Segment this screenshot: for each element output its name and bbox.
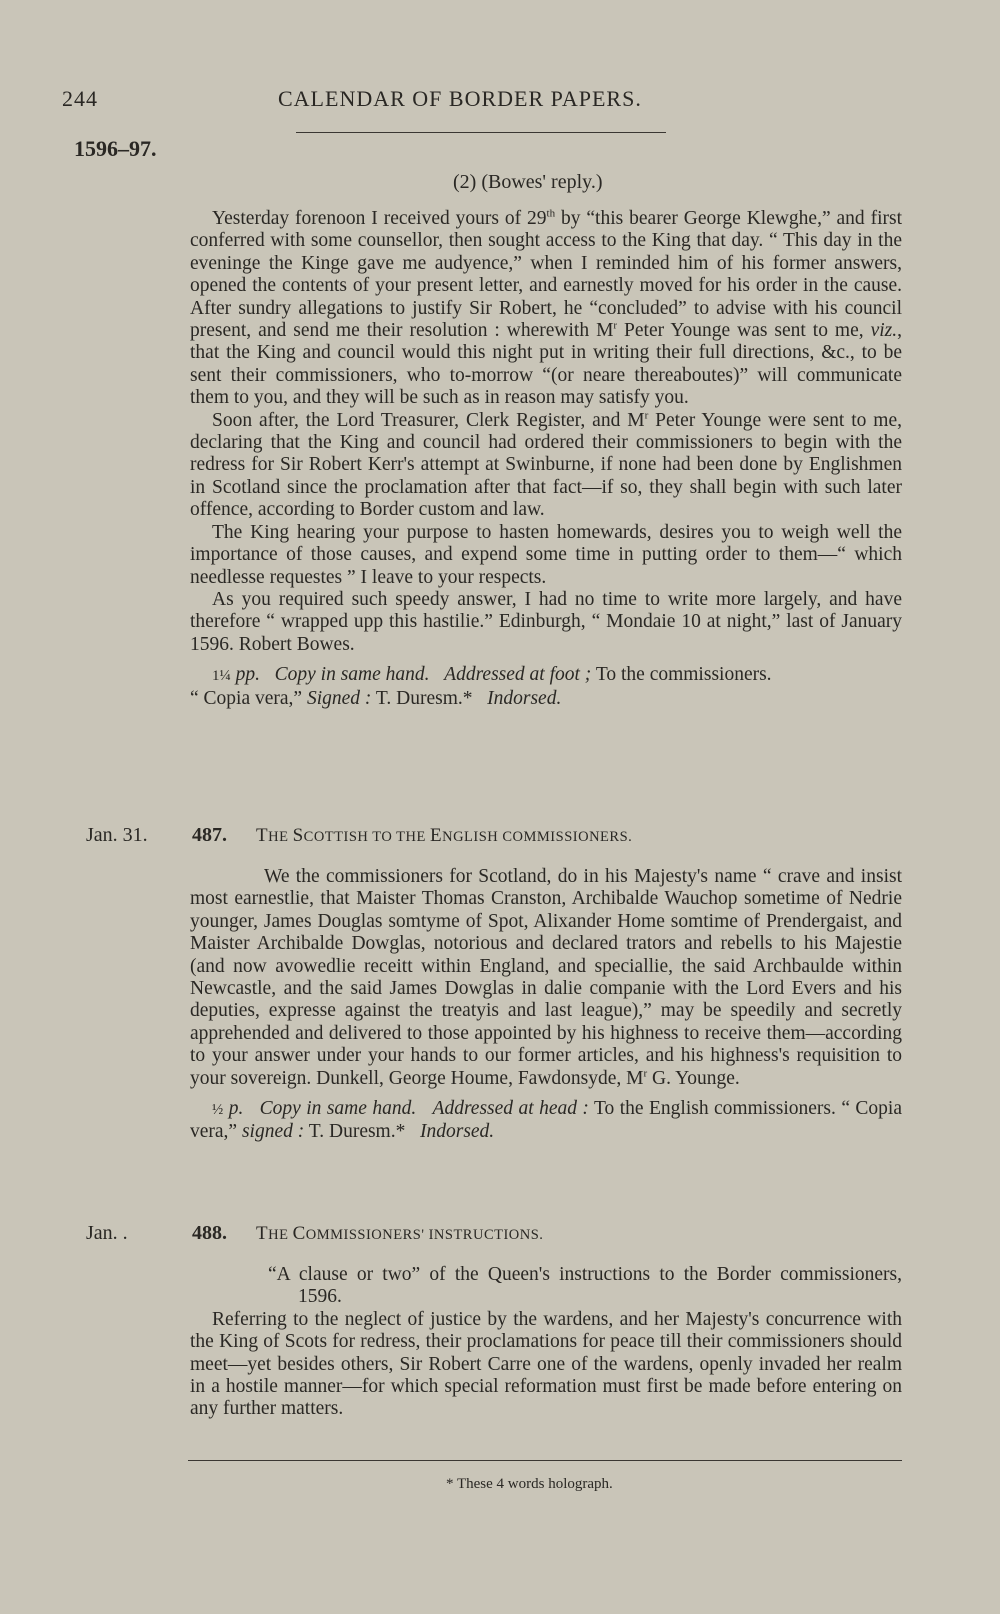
reply-paragraph-2: Soon after, the Lord Treasurer, Clerk Register, and $M^r$ Peter Younge were sent to me, declaring that the King and council had ordered their commissioners to begin with the redress for Sir Robert Kerr's attempt at Swinburne, if none had been done by Englishmen in Scotland since the proclamation after that fact—if so, they shall begin with such later offence, according to Border custom and law.: [190, 409, 903, 521]
entry-488-intro: “A clause or two” of the Queen's instructions to the Border commissioners, 1596.: [268, 1264, 902, 1308]
reply-body: [190, 208, 902, 710]
entry-487-date: Jan. 31.: [86, 824, 148, 846]
reply-paragraph-1: Yesterday forenoon I received yours of 29th by “this bearer George Klewghe,” and first conferred with some counsellor, then sought access to the King that day. “ This day in the eveninge the Kinge gave me audyence,” when I reminded him of his former answers, opened the contents of your present letter, and earnestly moved for his order in the cause. After sundry allegations to justify Sir Robert, he “concluded” to advise with his council present, and send me their resolution : wherewith $M^r$ Peter Younge was sent to me, viz., that the King and council would this night put in writing their full directions, &c., to be sent their commissioners, who to-morrow “(or neare thereaboutes)” will communicate them to you, and they will be such as in reason may satisfy you.: [190, 207, 902, 409]
footnote: * These 4 words holograph.: [446, 1476, 613, 1492]
page-number: 244: [62, 86, 98, 111]
entry-487-heading: THE SCOTTISH TO THE ENGLISH COMMISSIONERS.: [256, 825, 633, 846]
reply-title: (2) (Bowes' reply.): [453, 171, 603, 193]
header-rule: [296, 132, 666, 133]
entry-488-paragraph: Referring to the neglect of justice by the wardens, and her Majesty's concurrence with the King of Scots for redress, their proclamations for peace till their commissioners should meet—yet besides others, Sir Robert Carre one of the wardens, openly invaded her realm in a hostile manner—for which special reformation must first be made before entering on any further matters.: [190, 1308, 902, 1420]
reply-note: 1¼ pp. Copy in same hand. Addressed at foot ; To the commissioners. “ Copia vera,” Signed : T. Duresm.* Indorsed.: [190, 664, 772, 709]
entry-488-number: 488.: [192, 1222, 227, 1244]
running-title: CALENDAR OF BORDER PAPERS.: [278, 86, 642, 111]
footnote-rule: [188, 1460, 902, 1461]
entry-488-body: [190, 1264, 902, 1421]
reply-paragraph-4: As you required such speedy answer, I had no time to write more largely, and have therefore “ wrapped upp this hastilie.” Edinburgh, “ Mondaie 10 at night,” last of January 1596. Robert Bowes.: [190, 588, 902, 655]
entry-488-heading: THE COMMISSIONERS' INSTRUCTIONS.: [256, 1223, 544, 1244]
entry-487-body: [190, 866, 902, 1144]
entry-487-paragraph: We the commissioners for Scotland, do in his Majesty's name “ crave and insist most earnestlie, that Maister Thomas Cranston, Archibalde Wauchop sometime of Nedrie younger, James Douglas somtyme of Spot, Alixander Home somtime of Prendergaist, and Maister Archibalde Dowglas, notorious and declared trators and rebells to his Majestie (and now avowedlie receitt within England, and speciallie, the said Archbaulde within Newcastle, and the said James Dowglas in dalie companie with the Lord Evers and his deputies, expresse against the treatyis and last league),” may be speedily and secretly apprehended and delivered to those appointed by his highness to receive them—according to your answer under your hands to our former articles, and his highness's requisition to your sovereign. Dunkell, George Houme, Fawdonsyde, $M^r$ G. Younge.: [190, 866, 902, 1089]
entry-487-note: ½ p. Copy in same hand. Addressed at head : To the English commissioners. “ Copia vera,” signed : T. Duresm.* Indorsed.: [190, 1098, 902, 1143]
entry-487-number: 487.: [192, 824, 227, 846]
reply-paragraph-3: The King hearing your purpose to hasten homewards, desires you to weigh well the importance of those causes, and expend some time in putting order to them—“ which needlesse requestes ” I leave to your respects.: [190, 521, 902, 588]
entry-488-date: Jan. .: [86, 1222, 128, 1244]
year-marker: 1596–97.: [74, 136, 157, 161]
